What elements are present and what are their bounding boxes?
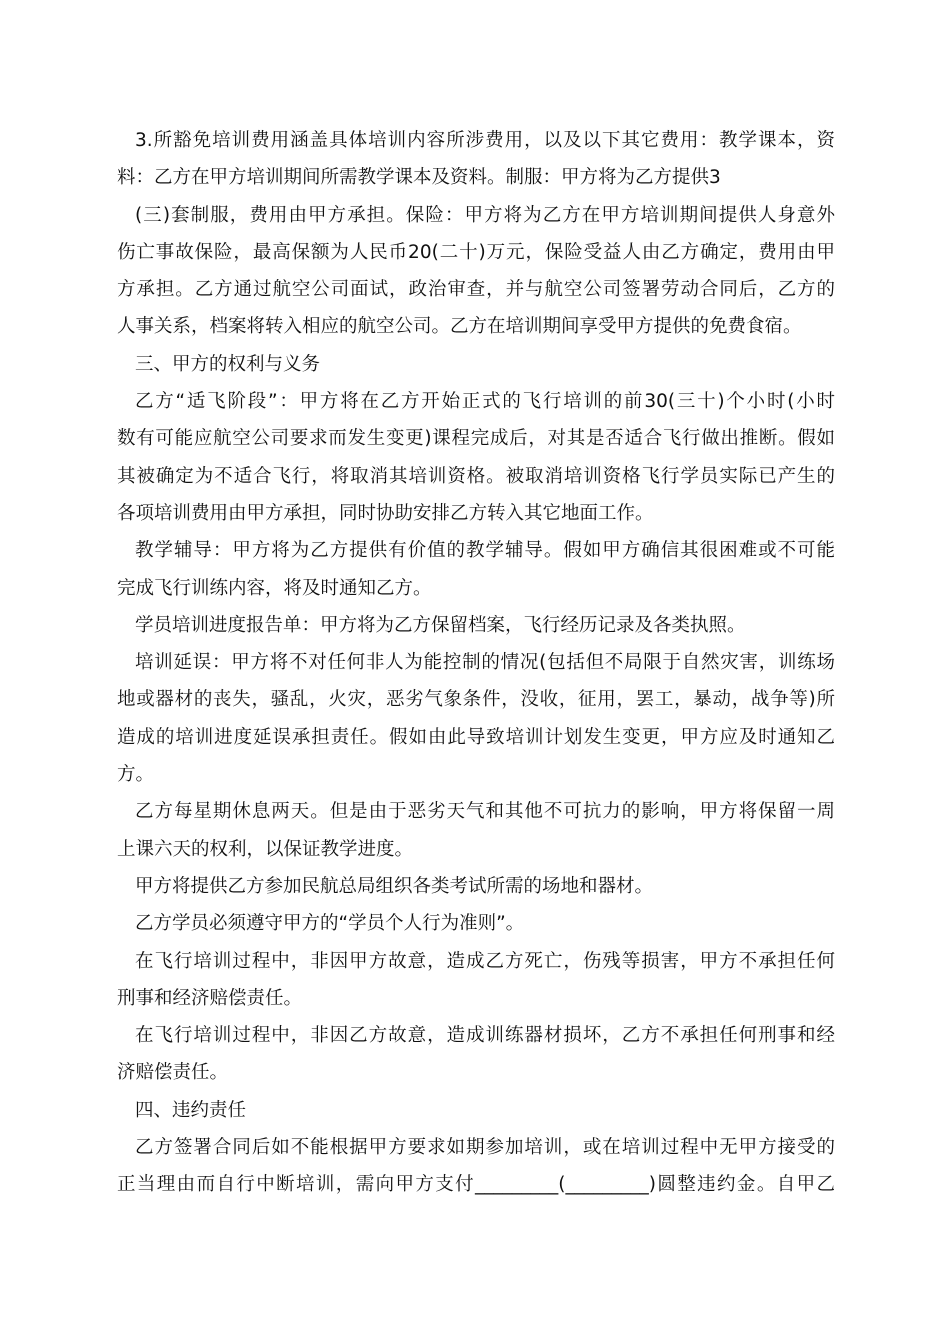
document-line: 乙方每星期休息两天。但是由于恶劣天气和其他不可抗力的影响，甲方将保留一周	[135, 801, 835, 823]
document-line: 刑事和经济赔偿责任。	[117, 987, 303, 1009]
document-line: 人事关系，档案将转入相应的航空公司。乙方在培训期间享受甲方提供的免费食宿。	[117, 316, 802, 338]
document-line: 甲方将提供乙方参加民航总局组织各类考试所需的场地和器材。	[135, 875, 654, 897]
document-line: 3.所豁免培训费用涵盖具体培训内容所涉费用，以及以下其它费用：教学课本，资	[135, 130, 835, 151]
document-line: 方承担。乙方通过航空公司面试，政治审查，并与航空公司签署劳动合同后，乙方的	[117, 279, 835, 301]
document-line: 数有可能应航空公司要求而发生变更)课程完成后，对其是否适合飞行做出推断。假如	[117, 428, 835, 450]
document-line: 教学辅导：甲方将为乙方提供有价值的教学辅导。假如甲方确信其很困难或不可能	[135, 540, 835, 562]
document-line: 各项培训费用由甲方承担，同时协助安排乙方转入其它地面工作。	[117, 502, 654, 524]
document-line: 乙方签署合同后如不能根据甲方要求如期参加培训，或在培训过程中无甲方接受的	[135, 1137, 835, 1159]
document-line: 地或器材的丧失，骚乱，火灾，恶劣气象条件，没收，征用，罢工，暴动，战争等)所	[117, 689, 835, 711]
document-line: 伤亡事故保险，最高保额为人民币20(二十)万元，保险受益人由乙方确定，费用由甲	[117, 241, 835, 263]
document-line: 培训延误：甲方将不对任何非人为能控制的情况(包括但不局限于自然灾害，训练场	[135, 652, 835, 674]
document-line: 料：乙方在甲方培训期间所需教学课本及资料。制服：甲方将为乙方提供3	[117, 167, 721, 189]
document-line: 其被确定为不适合飞行，将取消其培训资格。被取消培训资格飞行学员实际已产生的	[117, 465, 835, 487]
document-page	[117, 122, 835, 1204]
document-line: (三)套制服，费用由甲方承担。保险：甲方将为乙方在甲方培训期间提供人身意外	[135, 204, 835, 226]
document-line: 在飞行培训过程中，非因乙方故意，造成训练器材损坏，乙方不承担任何刑事和经	[135, 1025, 835, 1047]
document-line: 学员培训进度报告单：甲方将为乙方保留档案，飞行经历记录及各类执照。	[135, 614, 746, 636]
document-line: 济赔偿责任。	[117, 1062, 229, 1084]
document-line: 造成的培训进度延误承担责任。假如由此导致培训计划发生变更，甲方应及时通知乙	[117, 726, 835, 748]
document-line: 方。	[117, 764, 155, 786]
document-line: 上课六天的权利，以保证教学进度。	[117, 838, 414, 860]
document-line: 乙方“适飞阶段”：甲方将在乙方开始正式的飞行培训的前30(三十)个小时(小时	[135, 391, 835, 413]
document-line: 完成飞行训练内容，将及时通知乙方。	[117, 577, 432, 599]
document-line: 在飞行培训过程中，非因甲方故意，造成乙方死亡，伤残等损害，甲方不承担任何	[135, 950, 835, 972]
document-line: 四、违约责任	[135, 1099, 247, 1121]
document-line: 乙方学员必须遵守甲方的“学员个人行为准则”。	[135, 913, 525, 935]
document-line: 三、甲方的权利与义务	[135, 353, 321, 375]
document-line: 正当理由而自行中断培训，需向甲方支付_________(_________)圆整违约金。自甲乙	[117, 1174, 835, 1196]
